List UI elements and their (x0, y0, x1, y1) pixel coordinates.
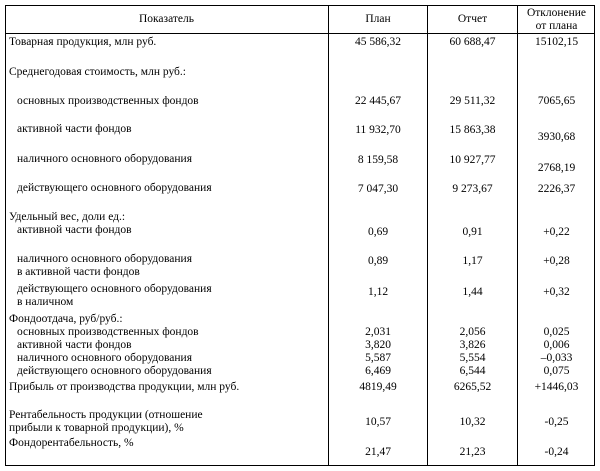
report-value: 21,23 (459, 446, 486, 458)
report-value: 1,44 (462, 286, 483, 298)
row-label (9, 381, 239, 394)
plan-value: 11 932,70 (355, 124, 401, 136)
report-value: 0,91 (462, 226, 483, 238)
deviation-value: +0,32 (543, 286, 570, 298)
row-label (17, 95, 199, 108)
report-value: 1,17 (462, 255, 483, 267)
row-label (17, 326, 199, 339)
row-label (17, 123, 132, 136)
row-label (17, 283, 212, 309)
plan-value: 10,57 (365, 416, 391, 428)
row-label (9, 313, 123, 326)
header-divider (5, 33, 595, 34)
plan-value: 0,69 (367, 226, 389, 238)
deviation-value: 3930,68 (537, 131, 576, 143)
row-label-line: наличного основного оборудования (17, 253, 192, 265)
row-label-line: действующего основного оборудования (17, 365, 212, 377)
deviation-value: -0,25 (544, 416, 569, 428)
row-label-line: прибыли к товарной продукции), % (9, 422, 184, 434)
row-label (17, 365, 212, 378)
row-label-line: Рентабельность продукции (отношение (9, 409, 203, 421)
report-value: 2,056 (459, 326, 486, 338)
row-label-line: Удельный вес, доли ед.: (9, 211, 126, 223)
plan-value: 2,031 (365, 326, 391, 338)
plan-value: 1,12 (367, 286, 389, 298)
row-label-line: Среднегодовая стоимость, млн руб.: (9, 66, 186, 78)
deviation-value: –0,033 (540, 352, 573, 364)
row-label (17, 182, 212, 195)
report-value: 15 863,38 (449, 124, 496, 136)
row-label-line: активной части фондов (17, 224, 132, 236)
plan-value: 4819,49 (359, 381, 397, 393)
header-plan: План (365, 13, 391, 25)
plan-value: 8 159,58 (357, 154, 399, 166)
row-label-line: в активной части фондов (17, 266, 140, 278)
row-label (17, 153, 192, 166)
row-label-line: наличного основного оборудования (17, 153, 192, 165)
header-deviation (518, 7, 595, 33)
header-indicator: Показатель (138, 13, 195, 25)
report-value: 10 927,77 (449, 154, 496, 166)
plan-value: 6,469 (365, 365, 391, 377)
report-value: 10,32 (459, 416, 486, 428)
row-label-line: основных производственных фондов (17, 95, 199, 107)
row-label-line: в наличном (17, 296, 74, 308)
deviation-value: -0,24 (544, 446, 569, 458)
deviation-value: 7065,65 (537, 95, 576, 107)
deviation-value: 2226,37 (537, 183, 576, 195)
header-deviation-line: от плана (535, 20, 578, 32)
plan-value: 7 047,30 (357, 183, 399, 195)
plan-value: 21,47 (365, 446, 391, 458)
row-label (9, 409, 203, 435)
row-label-line: Прибыль от производства продукции, млн руб. (9, 381, 240, 393)
deviation-value: 0,075 (543, 365, 570, 377)
report-value: 3,826 (459, 339, 486, 351)
plan-value: 5,587 (365, 352, 391, 364)
row-label (9, 211, 125, 224)
deviation-value: 2768,19 (537, 162, 576, 174)
plan-value: 0,89 (367, 255, 389, 267)
plan-value: 3,820 (365, 339, 391, 351)
row-label-line: наличного основного оборудования (17, 352, 192, 364)
row-label-line: активной части фондов (17, 123, 132, 135)
report-value: 6,544 (459, 365, 486, 377)
row-label (17, 352, 192, 365)
row-label-line: Фондоотдача, руб/руб.: (9, 313, 123, 325)
report-value: 6265,52 (453, 381, 492, 393)
row-label (17, 339, 132, 352)
deviation-value: +1446,03 (534, 381, 579, 393)
row-label-line: основных производственных фондов (17, 326, 199, 338)
deviation-value: 0,006 (543, 339, 570, 351)
row-label-line: активной части фондов (17, 339, 132, 351)
row-label (17, 253, 192, 279)
header-deviation-line: Отклонение (526, 7, 587, 19)
row-label (17, 224, 132, 237)
row-label-line: Товарная продукция, млн руб. (9, 36, 157, 48)
row-label (9, 66, 186, 79)
row-label-line: действующего основного оборудования (17, 182, 212, 194)
row-label-line: Фондорентабельность, % (9, 437, 134, 449)
row-label-line: действующего основного оборудования (17, 283, 212, 295)
deviation-value: +0,28 (543, 255, 570, 267)
row-label (9, 437, 134, 450)
report-value: 60 688,47 (449, 36, 496, 48)
report-value: 29 511,32 (449, 95, 496, 107)
deviation-value: 0,025 (543, 326, 570, 338)
header-report: Отчет (457, 13, 488, 25)
plan-value: 45 586,32 (355, 36, 401, 48)
deviation-value: 15102,15 (534, 36, 579, 48)
deviation-value: +0,22 (543, 226, 570, 238)
row-label (9, 36, 156, 49)
report-value: 9 273,67 (452, 183, 493, 195)
report-value: 5,554 (459, 352, 486, 364)
plan-value: 22 445,67 (355, 95, 401, 107)
